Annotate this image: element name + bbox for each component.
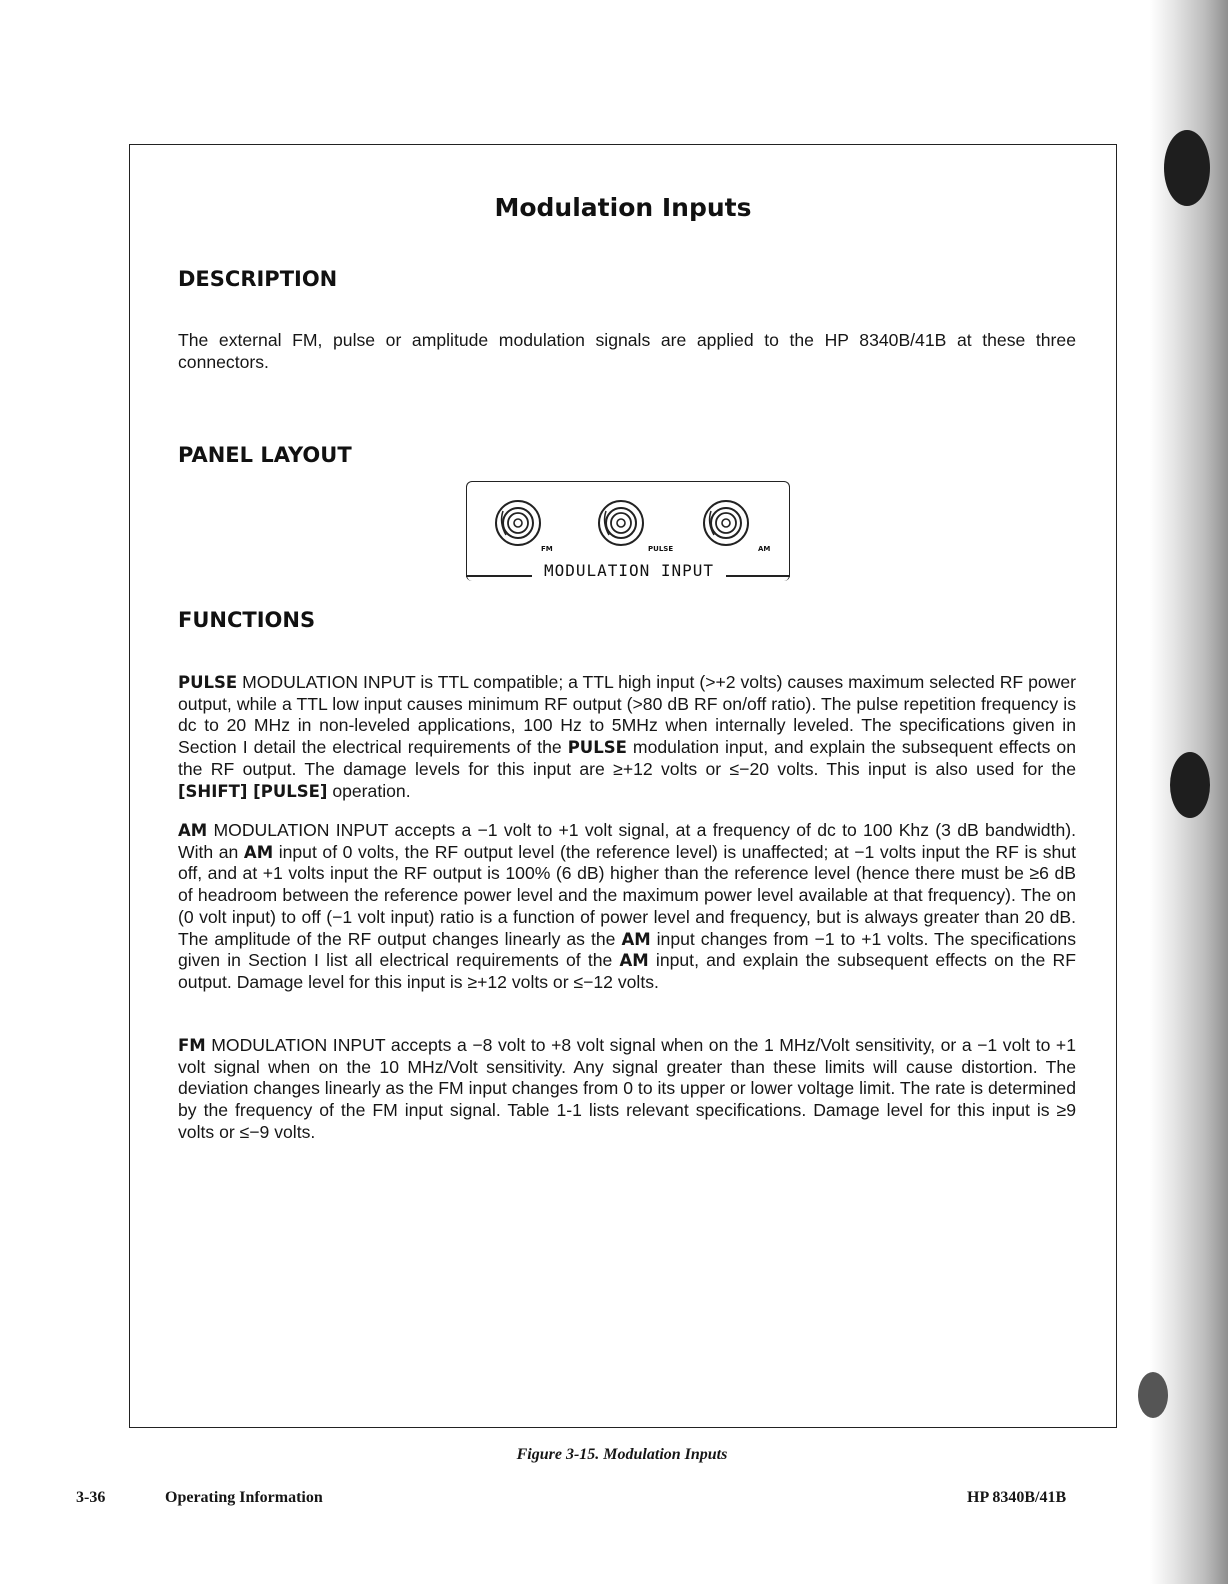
functions-heading: FUNCTIONS <box>178 608 316 632</box>
pulse-connector-icon <box>597 499 645 547</box>
pulse-text-2: modulation input, and explain the subsequent effects on the RF output. The damage levels for this input are ≥+12 volts or ≤−20 volts. This input is also used for the <box>178 737 1076 779</box>
fm-paragraph <box>178 1035 1076 1144</box>
pulse-text-3: operation. <box>327 780 411 801</box>
fm-connector-icon <box>494 499 542 547</box>
fm-text-1: MODULATION INPUT accepts a −8 volt to +8 volt signal when on the 1 MHz/Volt sensitivity, or a −1 volt to +1 volt signal when on the 10 MHz/Volt sensitivity. Any signal greater than these limits will cause distortion. The deviation changes linearly as the FM input changes from 0 to its upper or lower voltage limit. The rate is determined by the frequency of the FM input signal. Table 1-1 lists relevant specifications. Damage level for this input is ≥9 volts or ≤−9 volts. <box>178 1035 1076 1142</box>
binding-hole-middle <box>1170 752 1210 818</box>
pulse-term: PULSE <box>178 673 238 692</box>
pulse-term-2: PULSE <box>567 738 627 758</box>
am-term: AM <box>178 821 208 840</box>
am-term-2: AM <box>243 842 274 862</box>
am-connector-label: AM <box>758 545 771 553</box>
panel-bottom-line-right <box>726 575 790 577</box>
am-text-4: input, and explain the subsequent effects on the RF output. Damage level for this input is ≥+12 volts or ≤−12 volts. <box>178 950 1076 992</box>
pulse-connector-label: PULSE <box>648 545 674 553</box>
figure-caption: Figure 3-15. Modulation Inputs <box>516 1446 728 1463</box>
footer-model: HP 8340B/41B <box>967 1489 1067 1506</box>
description-text: The external FM, pulse or amplitude modulation signals are applied to the HP 8340B/41B at these three connectors. <box>178 330 1076 372</box>
am-connector-icon <box>702 499 750 547</box>
pulse-text-1: MODULATION INPUT is TTL compatible; a TTL high input (>+2 volts) causes maximum selected RF power output, while a TTL low input causes minimum RF output (>80 dB RF on/off ratio). The pulse repetition frequency is dc to 20 MHz in non-leveled applications, 100 Hz to 5MHz when internally leveled. The specifications given in Section I detail the electrical requirements of the <box>178 672 1076 758</box>
panel-bottom-line-left <box>466 575 532 577</box>
fm-term: FM <box>178 1036 206 1055</box>
am-text-3: input changes from −1 to +1 volts. The specifications given in Section I list all electrical requirements of the <box>178 928 1076 971</box>
shift-pulse-key: [SHIFT] [PULSE] <box>178 781 328 801</box>
binding-hole-top <box>1164 130 1210 206</box>
page-number: 3-36 <box>76 1489 106 1506</box>
am-text-2: input of 0 volts, the RF output level (the reference level) is unaffected; at −1 volts input the RF is shut off, and at +1 volts input the RF output is 100% (6 dB) higher than the reference level (hence there must be ≥6 dB of headroom between the reference power level and the maximum power level available at that frequency). The on (0 volt input) to off (−1 volt input) ratio is a function of power level and frequency, but is always greater than 20 dB. The amplitude of the RF output changes linearly as the <box>178 841 1076 949</box>
panel-layout-heading: PANEL LAYOUT <box>178 443 352 467</box>
am-text-1: MODULATION INPUT accepts a −1 volt to +1 volt signal, at a frequency of dc to 100 Khz (3 dB bandwidth). With an <box>178 820 1076 862</box>
footer-section: Operating Information <box>165 1489 323 1506</box>
page-title: Modulation Inputs <box>494 193 752 222</box>
description-heading: DESCRIPTION <box>178 267 338 291</box>
fm-connector-label: FM <box>541 545 553 553</box>
am-term-4: AM <box>619 951 649 971</box>
binding-edge <box>1150 0 1228 1584</box>
figure-frame <box>129 144 1117 1428</box>
am-paragraph <box>178 820 1076 994</box>
am-term-3: AM <box>621 929 651 949</box>
pulse-paragraph <box>178 672 1076 802</box>
binding-hole-bottom <box>1138 1372 1168 1418</box>
panel-label: MODULATION INPUT <box>543 561 715 580</box>
